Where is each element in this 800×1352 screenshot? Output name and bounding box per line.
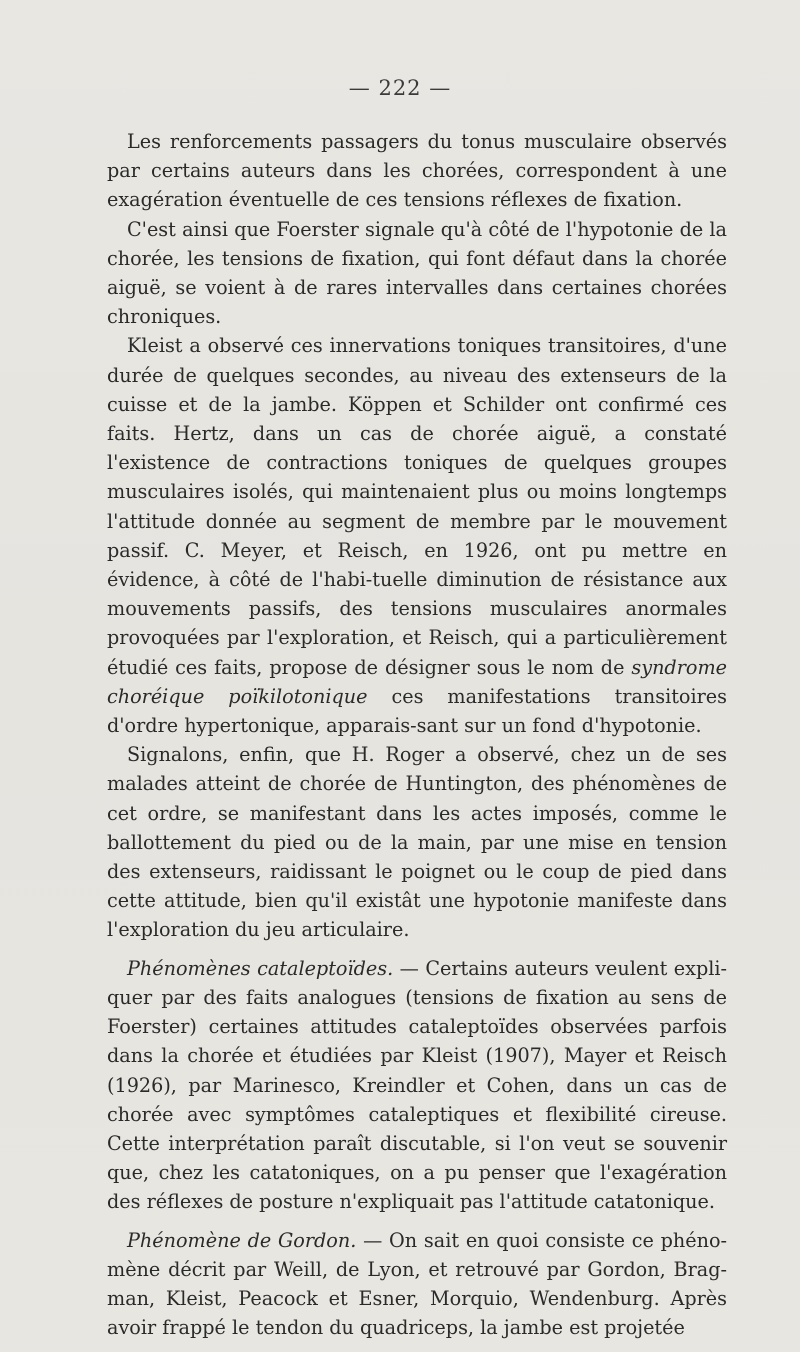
text-segment: C'est ainsi que Foerster signale qu'à côté de l'hypotonie de la chorée, les tensions de fixation, qui font défaut dans la chorée aiguë, se voient à de rares intervalles dans certaines chorées chroniques. xyxy=(107,217,727,329)
page-number: — 222 — xyxy=(348,76,452,100)
section-heading: Phénomène de Gordon. xyxy=(127,1228,357,1252)
text-segment: — On sait en quoi consiste ce phéno-mène décrit par Weill, de Lyon, et retrouvé par Gordon, Brag-man, Kleist, Peacock et Esner, Morquio, Wendenburg. Après avoir frappé le tendon du quadriceps, la jambe est projetée xyxy=(107,1228,727,1340)
paragraph xyxy=(107,740,727,944)
section-heading: Phénomènes cataleptoïdes. xyxy=(127,956,394,980)
paragraph xyxy=(107,215,727,332)
text-segment: ces manifestations transitoires d'ordre hypertonique, apparais-sant sur un fond d'hypotonie. xyxy=(107,684,727,738)
paragraph xyxy=(107,954,727,1217)
body-text xyxy=(107,127,727,1342)
paragraph xyxy=(107,127,727,215)
text-segment: Kleist a observé ces innervations toniques transitoires, d'une durée de quelques secondes, au niveau des extenseurs de la cuisse et de la jambe. Köppen et Schilder ont confirmé ces faits. Hertz, dans un cas de chorée aiguë, a constaté l'existence de contractions toniques de quelques groupes musculaires isolés, qui maintenaient plus ou moins longtemps l'attitude donnée au segment de membre par le mouvement passif. C. Meyer, et Reisch, en 1926, ont pu mettre en évidence, à côté de l'habi-tuelle diminution de résistance aux mouvements passifs, des tensions musculaires anormales provoquées par l'exploration, et Reisch, qui a particulièrement étudié ces faits, propose de désigner sous le nom de xyxy=(107,334,727,679)
text-segment: — Certains auteurs veulent expli-quer par des faits analogues (tensions de fixation au sens de Foerster) certaines attitudes cataleptoïdes observées parfois dans la chorée et étudiées par Kleist (1907), Mayer et Reisch (1926), par Marinesco, Kreindler et Cohen, dans un cas de chorée avec symptômes cataleptiques et flexibilité cireuse. Cette interprétation paraît discutable, si l'on veut se souvenir que, chez les catatoniques, on a pu penser que l'exagération des réflexes de posture n'expliquait pas l'attitude catatonique. xyxy=(107,956,727,1214)
paragraph xyxy=(107,331,727,740)
paragraph xyxy=(107,1226,727,1343)
text-segment: Signalons, enfin, que H. Roger a observé, chez un de ses malades atteint de chorée de Huntington, des phénomènes de cet ordre, se manifestant dans les actes imposés, comme le ballottement du pied ou de la main, par une mise en tension des extenseurs, raidissant le poignet ou le coup de pied dans cette attitude, bien qu'il existât une hypotonie manifeste dans l'exploration du jeu articulaire. xyxy=(107,743,727,942)
text-segment: Les renforcements passagers du tonus musculaire observés par certains auteurs dans les chorées, correspondent à une exagération éventuelle de ces tensions réflexes de fixation. xyxy=(107,130,727,212)
italic-term: syndrome choréique poïkilotonique xyxy=(107,655,727,708)
